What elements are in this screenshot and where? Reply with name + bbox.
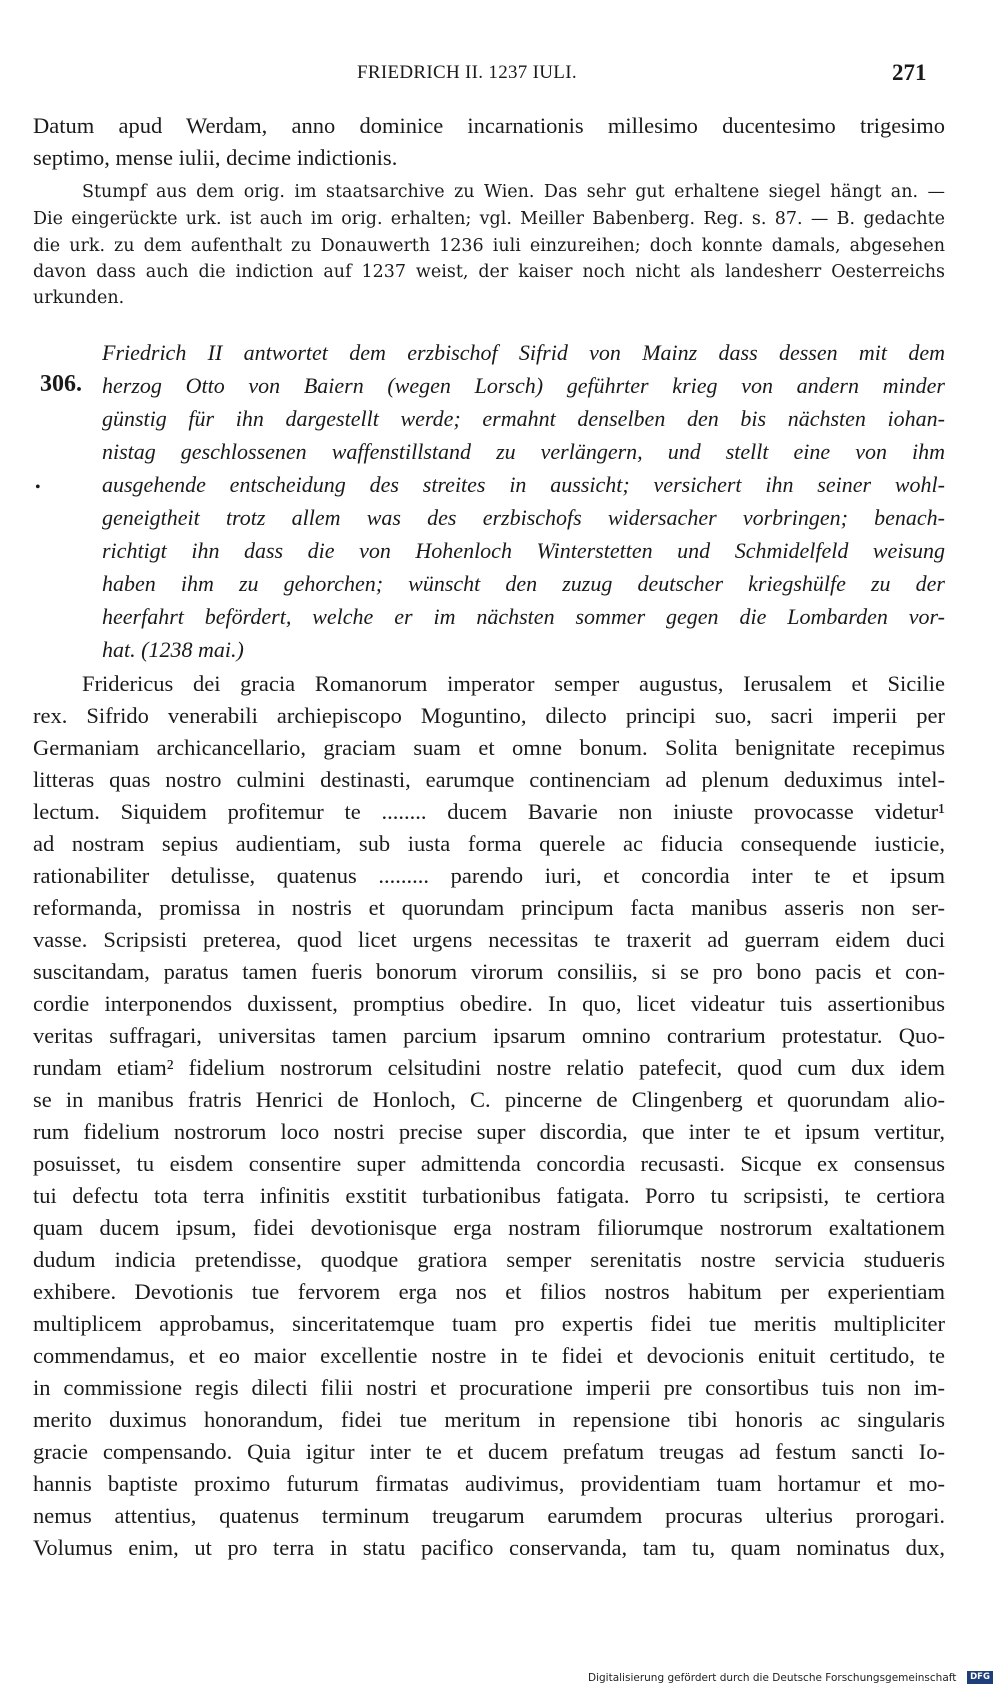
text-line: vasse. Scripsisti preterea, quod licet urgens necessitas te traxerit ad guerram eidem duci xyxy=(33,927,945,952)
regest-line: Friedrich II antwortet dem erzbischof Sifrid von Mainz dass dessen mit dem xyxy=(102,340,945,365)
regest-line: richtigt ihn dass die von Hohenloch Winterstetten und Schmidelfeld weisung xyxy=(102,538,945,563)
text-line: gracie compensando. Quia igitur inter te et ducem prefatum treugas ad festum sancti Io- xyxy=(33,1439,945,1464)
text-line: dudum indicia pretendisse, quodque gratiora semper serenitatis nostre servicia studueris xyxy=(33,1247,945,1272)
text-line: nemus attentius, quatenus terminum treugarum earumdem procuras ulterius prorogari. xyxy=(33,1503,945,1528)
text-line: rex. Sifrido venerabili archiepiscopo Moguntino, dilecto principi suo, sacri imperii per xyxy=(33,703,945,728)
text-line: multiplicem approbamus, sinceritatemque tuam pro expertis fidei tue meritis multipliciter xyxy=(33,1311,945,1336)
text-line: Volumus enim, ut pro terra in statu pacifico conservanda, tam tu, quam nominatus dux, xyxy=(33,1535,945,1560)
text-line: tui defectu tota terra infinitis exstitit turbationibus fatigata. Porro tu scripsisti, te certiora xyxy=(33,1183,945,1208)
text-line: suscitandam, paratus tamen fueris bonorum virorum consiliis, si se pro bono pacis et con- xyxy=(33,959,945,984)
text-line: se in manibus fratris Henrici de Honloch, C. pincerne de Clingenberg et quorundam alio- xyxy=(33,1087,945,1112)
text-line: rundam etiam² fidelium nostrorum celsitudini nostre relatio patefecit, quod cum dux idem xyxy=(33,1055,945,1080)
regest-line: herzog Otto von Baiern (wegen Lorsch) geführter krieg von andern minder xyxy=(102,373,945,398)
dfg-logo: DFG xyxy=(967,1671,993,1684)
text-line: lectum. Siquidem profitemur te ........ ducem Bavarie non iniuste provocasse videtur¹ xyxy=(33,799,945,824)
text-line: rationabiliter detulisse, quatenus ......... parendo iuri, et concordia inter te et ipsum xyxy=(33,863,945,888)
text-line: cordie interponendos duxissent, promptius obedire. In quo, licet videatur tuis assertionibus xyxy=(33,991,945,1016)
text-line: Fridericus dei gracia Romanorum imperator semper augustus, Ierusalem et Sicilie xyxy=(82,671,945,696)
dating-clause-line: septimo, mense iulii, decime indictionis. xyxy=(33,145,398,170)
text-line: exhibere. Devotionis tue fervorem erga nos et filios nostros habitum per experientiam xyxy=(33,1279,945,1304)
source-note-line: davon dass auch die indiction auf 1237 weist, der kaiser noch nicht als landesherr Oesterreichs xyxy=(33,262,945,282)
source-note-line: Stumpf aus dem orig. im staatsarchive zu Wien. Das sehr gut erhaltene siegel hängt an. — xyxy=(82,182,945,202)
text-line: posuisset, tu eisdem consentire super admittenda concordia recusasti. Sicque ex consensus xyxy=(33,1151,945,1176)
dating-clause-line: Datum apud Werdam, anno dominice incarnationis millesimo ducentesimo trigesimo xyxy=(33,113,945,138)
document-number: 306. xyxy=(40,371,82,397)
text-line: rum fidelium nostrorum loco nostri precise super discordia, que inter te et ipsum vertitur, xyxy=(33,1119,945,1144)
text-line: Germaniam archicancellario, graciam suam et omne bonum. Solita benignitate recepimus xyxy=(33,735,945,760)
text-line: quam ducem ipsum, fidei devotionisque erga nostram filiorumque nostrorum exaltationem xyxy=(33,1215,945,1240)
regest-line: geneigtheit trotz allem was des erzbischofs widersacher vorbringen; benach- xyxy=(102,505,945,530)
text-line: litteras quas nostro culmini destinasti, earumque continenciam ad plenum deduximus intel- xyxy=(33,767,945,792)
regest-line: nistag geschlossenen waffenstillstand zu verlängern, und stellt eine von ihm xyxy=(102,439,945,464)
margin-mark: • xyxy=(35,479,41,496)
text-line: commendamus, et eo maior excellentie nostre in te fidei et devocionis enituit certitudo, te xyxy=(33,1343,945,1368)
text-line: veritas suffragari, universitas tamen parcium ipsarum omnino contrarium protestatur. Quo- xyxy=(33,1023,945,1048)
regest-line: heerfahrt befördert, welche er im nächsten sommer gegen die Lombarden vor- xyxy=(102,604,945,629)
text-line: ad nostram sepius audientiam, sub iusta forma querele ac fiducia consequende iusticie, xyxy=(33,831,945,856)
digitization-credit: Digitalisierung gefördert durch die Deutsche Forschungsgemeinschaft xyxy=(588,1672,957,1684)
regest-line: günstig für ihn dargestellt werde; ermahnt denselben den bis nächsten iohan- xyxy=(102,406,945,431)
source-note-line: die urk. zu dem aufenthalt zu Donauwerth 1236 iuli einzureihen; doch konnte damals, abgesehen xyxy=(33,236,945,256)
source-note-line: Die eingerückte urk. ist auch im orig. erhalten; vgl. Meiller Babenberg. Reg. s. 87. — B. gedachte xyxy=(33,209,945,229)
regest-line: hat. (1238 mai.) xyxy=(102,637,244,662)
regest-line: ausgehende entscheidung des streites in aussicht; versichert ihn seiner wohl- xyxy=(102,472,945,497)
text-line: in commissione regis dilecti filii nostri et procuratione imperii pre consortibus tuis non im- xyxy=(33,1375,945,1400)
text-line: hannis baptiste proximo futurum firmatas audivimus, providentiam tuam hortamur et mo- xyxy=(33,1471,945,1496)
running-title: FRIEDRICH II. 1237 IULI. xyxy=(357,62,577,83)
page-number: 271 xyxy=(892,60,927,85)
source-note-line: urkunden. xyxy=(33,288,125,308)
text-line: merito duximus honorandum, fidei tue meritum in repensione tibi honoris ac singularis xyxy=(33,1407,945,1432)
text-line: reformanda, promissa in nostris et quorundam principum facta manibus asseris non ser- xyxy=(33,895,945,920)
regest-line: haben ihm zu gehorchen; wünscht den zuzug deutscher kriegshülfe zu der xyxy=(102,571,945,596)
